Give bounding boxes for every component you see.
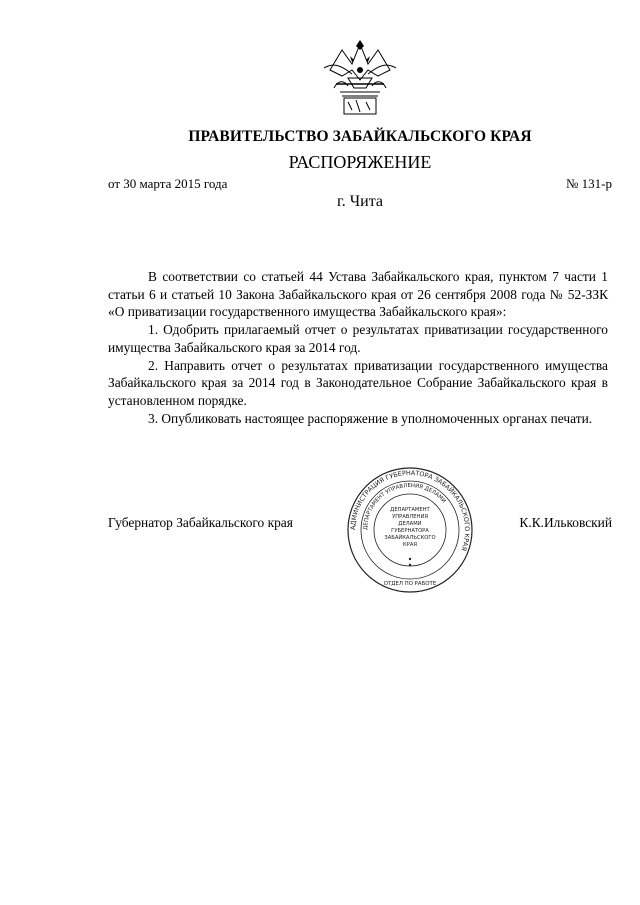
stamp-center-line-3: ДЕЛАМИ [398, 521, 422, 527]
stamp-center-line-5: ЗАБАЙКАЛЬСКОГО [384, 535, 436, 541]
signer-name: К.К.Ильковский [519, 515, 612, 530]
stamp-center-line-1: ДЕПАРТАМЕНТ [390, 507, 430, 513]
stamp-inner-text: ДЕПАРТАМЕНТ УПРАВЛЕНИЯ ДЕЛАМИ [362, 482, 447, 531]
preamble-paragraph: В соответствии со статьей 44 Устава Забайкальского края, пунктом 7 части 1 статьи 6 и статьей 10 Закона Забайкальского края от 26 сентября 2008 года № 52-ЗЗК «О приватизации государственного имущества Забайкальского края»: [108, 269, 608, 320]
document-body [108, 268, 608, 427]
stamp-bottom-text: ОТДЕЛ ПО РАБОТЕ [383, 581, 437, 587]
stamp-center-line-4: ГУБЕРНАТОРА [391, 528, 429, 534]
item-2-paragraph: 2. Направить отчет о результатах приватизации государственного имущества Забайкальского края за 2014 год в Законодательное Собрание Забайкальского края в установленном порядке. [108, 357, 608, 408]
stamp-center-line-6: КРАЯ [403, 542, 417, 548]
item-1-paragraph: 1. Одобрить прилагаемый отчет о результатах приватизации государственного имущества Забайкальского края за 2014 год. [108, 322, 608, 355]
document-number: № 131-р [566, 176, 612, 191]
item-3-paragraph: 3. Опубликовать настоящее распоряжение в уполномоченных органах печати. [148, 410, 593, 426]
document-date: от 30 марта 2015 года [108, 176, 228, 191]
stamp-center-line-2: УПРАВЛЕНИЯ [392, 514, 428, 520]
signer-title: Губернатор Забайкальского края [108, 515, 293, 530]
document-type: РАСПОРЯЖЕНИЕ [288, 152, 432, 172]
official-seal-stamp [345, 465, 475, 595]
coat-of-arms-emblem [322, 40, 398, 118]
stamp-outer-text: АДМИНИСТРАЦИЯ ГУБЕРНАТОРА ЗАБАЙКАЛЬСКОГО КРАЯ [348, 468, 472, 552]
document-city: г. Чита [336, 193, 383, 210]
government-title: ПРАВИТЕЛЬСТВО ЗАБАЙКАЛЬСКОГО КРАЯ [188, 128, 532, 145]
